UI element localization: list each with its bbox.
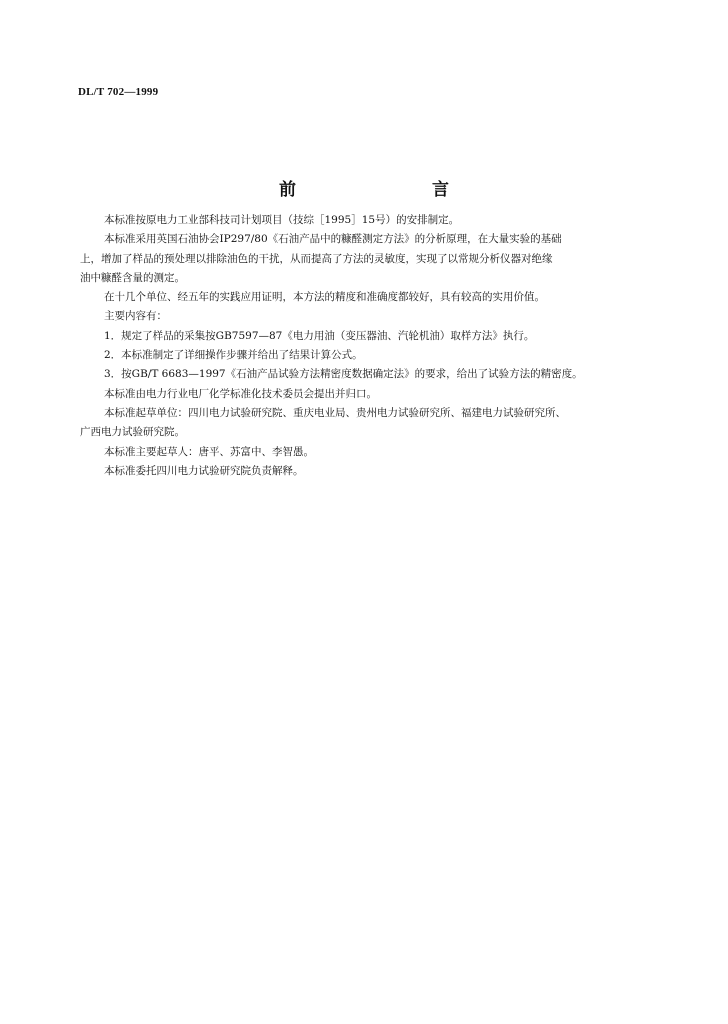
standard-code-header: DL/T 702—1999 (78, 86, 159, 98)
text-line: 本标准主要起草人：唐平、苏富中、李智愚。 (104, 445, 314, 458)
text-line: 本标准采用英国石油协会IP297/80《石油产品中的糠醛测定方法》的分析原理，在大量实验的基础 (104, 233, 562, 246)
text-line: 本标准由电力行业电厂化学标准化技术委员会提出并归口。 (104, 387, 377, 400)
text-line: 2．本标准制定了详细操作步骤并给出了结果计算公式。 (104, 349, 363, 362)
text-line: 上，增加了样品的预处理以排除油色的干扰，从而提高了方法的灵敏度，实现了以常规分析仪器对绝缘 (80, 252, 553, 265)
text-line: 本标准按原电力工业部科技司计划项目（技综［1995］15号）的安排制定。 (104, 214, 460, 226)
text-line: 主要内容有： (104, 310, 167, 323)
text-line: 本标准起草单位：四川电力试验研究院、重庆电业局、贵州电力试验研究所、福建电力试验研究所、 (104, 406, 566, 419)
text-line: 广西电力试验研究院。 (80, 426, 185, 439)
text-line: 油中糠醛含量的测定。 (80, 271, 185, 284)
foreword-title: 前 言 (279, 180, 483, 200)
text-line: 本标准委托四川电力试验研究院负责解释。 (104, 464, 304, 477)
text-line: 3．按GB/T 6683—1997《石油产品试验方法精密度数据确定法》的要求，给出了试验方法的精密度。 (104, 368, 583, 381)
text-line: 在十几个单位、经五年的实践应用证明，本方法的精度和准确度都较好，具有较高的实用价值。 (104, 291, 545, 304)
foreword-body (80, 211, 656, 481)
text-line: 1．规定了样品的采集按GB7597—87《电力用油（变压器油、汽轮机油）取样方法》执行。 (104, 329, 535, 342)
